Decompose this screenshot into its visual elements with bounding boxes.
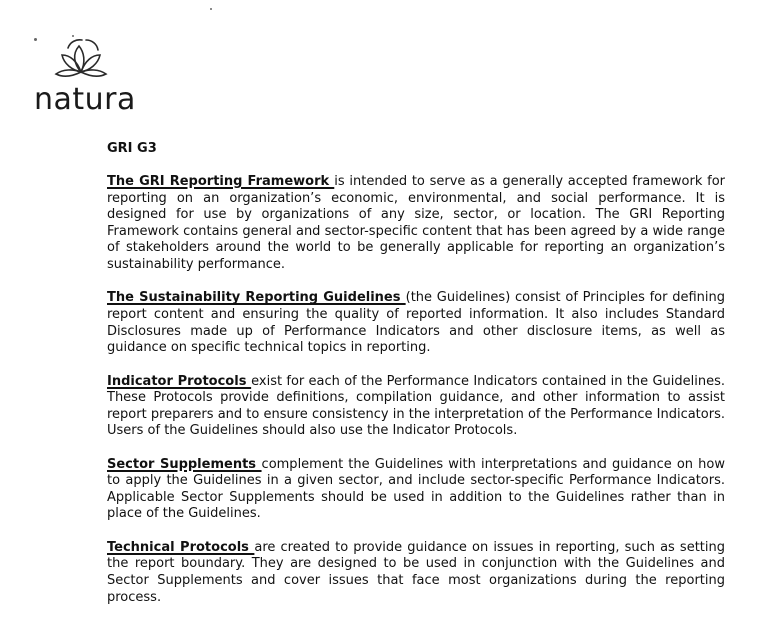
- paragraph-text: complement the Guidelines with interpretations and guidance on how to apply the Guidelines in a given sector, and include sector-specific Performance Indicators. Applicable Sector Supplements should be used in addition to the Guidelines rather than in place of the Guidelines.: [107, 456, 725, 522]
- paragraph-text: exist for each of the Performance Indicators contained in the Guidelines. These Protocols provide definitions, compilation guidance, and other information to assist report preparers and to ensure consistency in the interpretation of the Performance Indicators. Users of the Guidelines should also use the Indicator Protocols.: [107, 373, 725, 439]
- paragraph-technical-protocols: [107, 540, 725, 606]
- natura-flower-logo-icon: [46, 28, 116, 88]
- term-gri-reporting-framework: The GRI Reporting Framework: [107, 174, 335, 189]
- paragraph-sustainability-reporting-guidelines: [107, 290, 725, 356]
- term-sector-supplements: Sector Supplements: [107, 456, 262, 472]
- paragraph-sector-supplements: [107, 457, 725, 523]
- paragraph-indicator-protocols: [107, 374, 725, 440]
- term-indicator-protocols: Indicator Protocols: [107, 373, 252, 389]
- term-technical-protocols: Technical Protocols: [107, 539, 255, 555]
- paragraph-text: are created to provide guidance on issues in reporting, such as setting the report boundary. They are designed to be used in conjunction with the Guidelines and Sector Supplements and cover issues that face most organizations during the reporting process.: [107, 539, 725, 605]
- scan-speck: [34, 38, 37, 41]
- paragraph-text: is intended to serve as a generally accepted framework for reporting on an organization’s economic, environmental, and social performance. It is designed for use by organizations of any size, sector, or location. The GRI Reporting Framework contains general and sector-specific content that has been agreed by a wide range of stakeholders around the world to be generally applicable for reporting an organization’s sustainability performance.: [107, 174, 725, 272]
- paragraph-gri-reporting-framework: [107, 174, 725, 274]
- document-body: [107, 140, 725, 623]
- scan-speck: [210, 8, 212, 10]
- scan-speck: [72, 35, 74, 37]
- natura-wordmark: natura: [34, 82, 136, 117]
- paragraph-text: (the Guidelines) consist of Principles for defining report content and ensuring the quality of reported information. It also includes Standard Disclosures made up of Performance Indicators and other disclosure items, as well as guidance on specific technical topics in reporting.: [107, 290, 725, 356]
- document-heading: GRI G3: [107, 141, 157, 156]
- term-sustainability-reporting-guidelines: The Sustainability Reporting Guidelines: [107, 290, 406, 306]
